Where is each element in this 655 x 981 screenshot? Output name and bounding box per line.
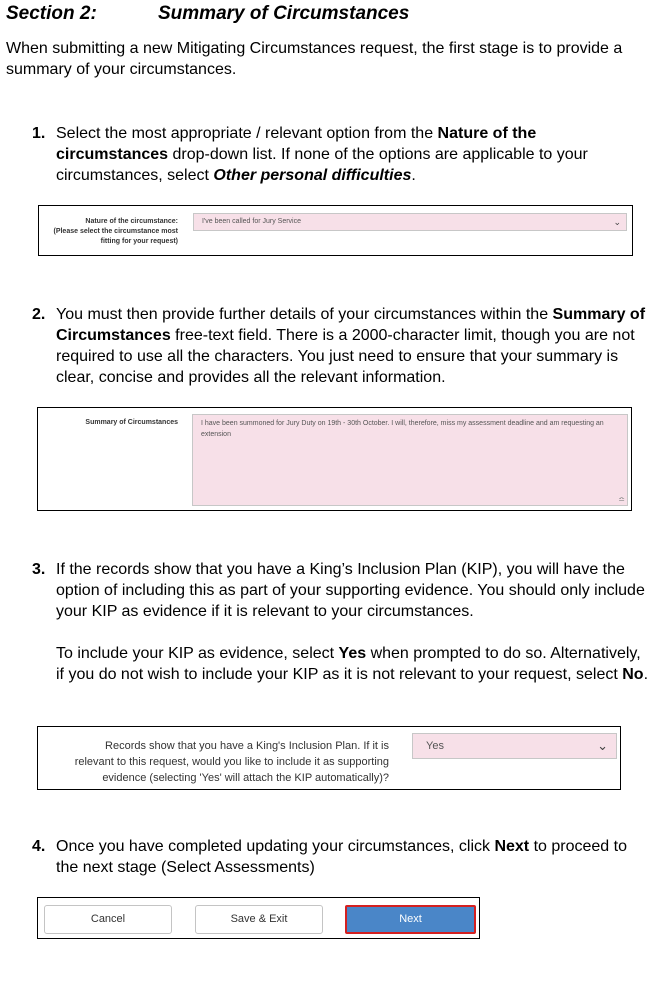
body-text: Select the most appropriate / relevant option from the xyxy=(56,125,438,142)
nature-of-circumstances-select[interactable] xyxy=(193,213,627,231)
summary-of-circumstances-screenshot xyxy=(37,407,632,511)
step-text-continued xyxy=(56,643,650,685)
section-name: Summary of Circumstances xyxy=(158,3,410,24)
kip-selected-value: Yes xyxy=(426,740,444,752)
step-number: 2. xyxy=(32,306,46,323)
kip-screenshot xyxy=(37,726,621,790)
body-text: Once you have completed updating your circumstances, click xyxy=(56,838,495,855)
section-heading xyxy=(6,3,410,25)
emphasis-text: No xyxy=(622,666,644,683)
step-1 xyxy=(32,123,650,186)
emphasis-text: Nature of the circumstances xyxy=(56,125,537,163)
body-text: . xyxy=(411,167,416,184)
step-3 xyxy=(32,559,650,685)
step-text xyxy=(56,123,650,186)
nature-of-circumstances-label: Nature of the circumstance: (Please select the circumstance most fitting for your request) xyxy=(53,218,178,245)
body-text: when prompted to do so. Alternatively, if you do not wish to include your KIP as it is not relevant to your request, select xyxy=(56,645,641,683)
next-button[interactable]: Next xyxy=(345,905,476,934)
summary-text-value: I have been summoned for Jury Duty on 19th - 30th October. I will, therefore, miss my assessment deadline and am requesting an extension xyxy=(201,420,604,438)
action-buttons-screenshot xyxy=(37,897,480,939)
body-text: free-text field. There is a 2000-character limit, though you are not required to use all the characters. You just need to ensure that your summary is clear, concise and provides all the relevant information. xyxy=(56,327,635,386)
step-text xyxy=(56,304,650,388)
step-text xyxy=(56,836,650,878)
body-text: drop-down list. If none of the options are applicable to your circumstances, select xyxy=(56,146,588,184)
body-text: to proceed to the next stage (Select Assessments) xyxy=(56,838,627,876)
step-text xyxy=(56,559,650,622)
emphasis-text: Yes xyxy=(338,645,367,662)
step-4 xyxy=(32,836,650,878)
kip-question-label: Records show that you have a King's Inclusion Plan. If it is relevant to this request, would you like to include it as supporting evidence (selecting 'Yes' will attach the KIP automatically)? xyxy=(74,740,389,784)
chevron-down-icon: ⌄ xyxy=(597,738,608,753)
kip-select[interactable] xyxy=(412,733,617,759)
body-text: If the records show that you have a King’s Inclusion Plan (KIP), you will have the option of including this as part of your supporting evidence. You should only include your KIP as evidence if it is relevant to your circumstances. xyxy=(56,561,645,620)
resize-grip-icon[interactable]: ≏ xyxy=(618,495,625,504)
nature-of-circumstances-screenshot xyxy=(38,205,633,256)
chevron-down-icon: ⌄ xyxy=(613,217,621,227)
cancel-button[interactable]: Cancel xyxy=(44,905,172,934)
save-exit-button[interactable]: Save & Exit xyxy=(195,905,323,934)
body-text: You must then provide further details of your circumstances within the xyxy=(56,306,553,323)
step-number: 3. xyxy=(32,561,46,578)
section-label: Section 2: xyxy=(6,3,97,24)
summary-of-circumstances-textarea[interactable] xyxy=(192,414,628,506)
body-text: . xyxy=(643,666,649,683)
emphasis-text: Other personal difficulties xyxy=(213,167,412,184)
intro-paragraph: When submitting a new Mitigating Circumstances request, the first stage is to provide a summary of your circumstances. xyxy=(6,40,623,78)
emphasis-text: Summary of Circumstances xyxy=(56,306,646,344)
emphasis-text: Next xyxy=(494,838,530,855)
nature-selected-value: I've been called for Jury Service xyxy=(202,218,301,225)
step-2 xyxy=(32,304,650,388)
summary-of-circumstances-label: Summary of Circumstances xyxy=(85,419,178,426)
body-text: To include your KIP as evidence, select xyxy=(56,645,339,662)
step-number: 1. xyxy=(32,125,46,142)
step-number: 4. xyxy=(32,838,46,855)
